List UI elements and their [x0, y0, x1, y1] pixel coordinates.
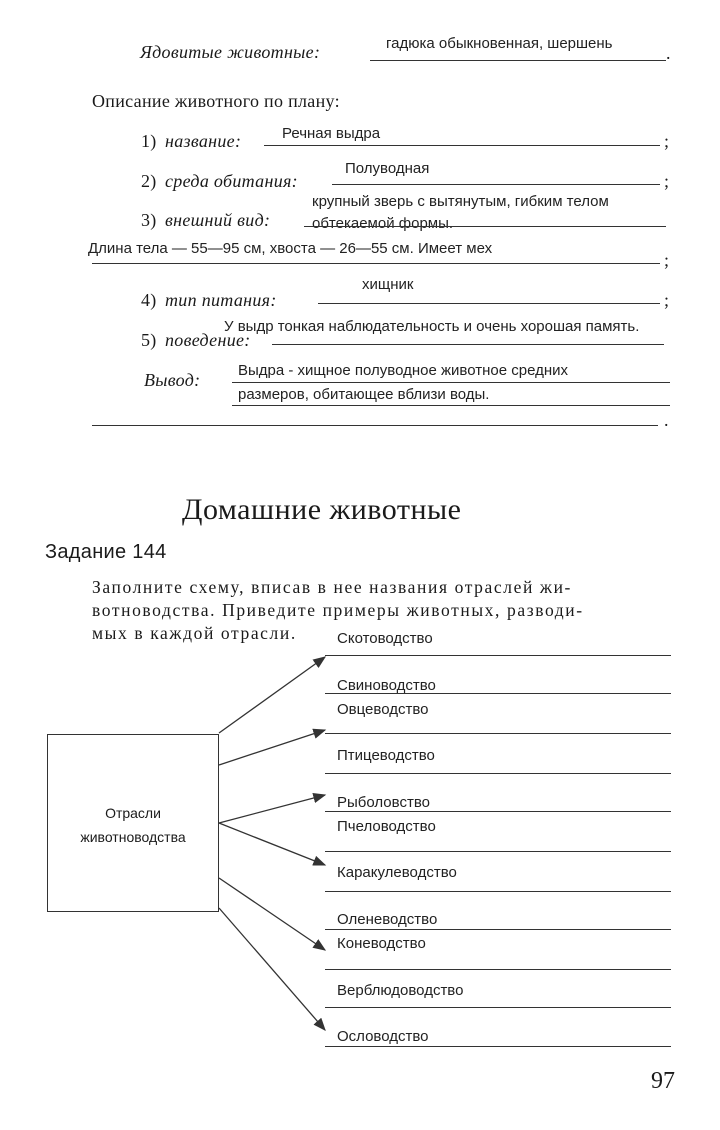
branch-line-8	[325, 929, 671, 930]
plan-intro: Описание животного по плану:	[92, 91, 340, 111]
end-dot: .	[666, 43, 671, 63]
branch-line-4	[325, 773, 671, 774]
branch-line-11	[325, 1046, 671, 1047]
item-1-answer: Речная выдра	[282, 125, 381, 142]
poisonous-answer: гадюка обыкновенная, шершень	[386, 35, 613, 52]
branch-1: Скотоводство	[337, 630, 433, 647]
item-3-answer-line-3: Длина тела — 55—95 см, хвоста — 26—55 см. Имеет мех	[88, 240, 493, 257]
item-3-answer-line-1: крупный зверь с вытянутым, гибким телом	[312, 193, 609, 210]
branch-3: Овцеводство	[337, 701, 429, 718]
arrow-2	[219, 730, 325, 765]
task-title: Задание 144	[45, 541, 167, 563]
instruction-line-3: мых в каждой отрасли.	[92, 623, 297, 643]
section-heading: Домашние животные	[182, 493, 462, 526]
item-1-number: 1)	[141, 131, 157, 151]
arrow-1	[219, 657, 325, 733]
item-4-label: тип питания:	[165, 290, 277, 310]
item-2-label: среда обитания:	[165, 171, 298, 191]
arrow-6	[219, 908, 325, 1030]
branch-2: Свиноводство	[337, 677, 436, 694]
item-1-end: ;	[664, 131, 670, 151]
item-2-end: ;	[664, 171, 670, 191]
branch-8: Оленеводство	[337, 911, 438, 928]
branch-line-9	[325, 969, 671, 970]
branch-line-3	[325, 733, 671, 734]
page-number: 97	[651, 1068, 675, 1094]
item-3-end: ;	[664, 250, 670, 270]
item-4-number: 4)	[141, 290, 157, 310]
box-label-line-2: животноводства	[80, 829, 186, 845]
branch-4: Птицеводство	[337, 747, 435, 764]
box-label-line-1: Отрасли	[105, 805, 161, 821]
instruction-line-2: вотноводства. Приведите примеры животных, разводи-	[92, 600, 584, 620]
arrow-4	[219, 823, 325, 865]
branch-line-10	[325, 1007, 671, 1008]
item-4-end: ;	[664, 290, 670, 310]
item-1-label: название:	[165, 131, 242, 151]
branch-6: Пчеловодство	[337, 818, 436, 835]
arrow-5	[219, 878, 325, 950]
item-5-answer: У выдр тонкая наблюдательность и очень хорошая память.	[224, 318, 640, 335]
branch-line-7	[325, 891, 671, 892]
item-5-number: 5)	[141, 330, 157, 350]
branch-line-2	[325, 693, 671, 694]
branch-line-6	[325, 851, 671, 852]
branch-10: Верблюдоводство	[337, 982, 464, 999]
conclusion-line-2: размеров, обитающее вблизи воды.	[238, 386, 490, 403]
branch-5: Рыболовство	[337, 794, 430, 811]
branch-line-5	[325, 811, 671, 812]
item-3-answer-line-2: обтекаемой формы.	[312, 215, 454, 232]
item-3-number: 3)	[141, 210, 157, 230]
conclusion-label: Вывод:	[144, 370, 201, 390]
branch-7: Каракулеводство	[337, 864, 457, 881]
item-2-answer: Полуводная	[345, 160, 430, 177]
branch-11: Ословодство	[337, 1028, 429, 1045]
branch-9: Коневодство	[337, 935, 426, 952]
item-2-number: 2)	[141, 171, 157, 191]
instruction-line-1: Заполните схему, вписав в нее названия отраслей жи-	[92, 577, 572, 597]
branch-line-1	[325, 655, 671, 656]
arrow-3	[219, 795, 325, 823]
item-5-label: поведение:	[165, 330, 251, 350]
item-3-label: внешний вид:	[165, 210, 271, 230]
conclusion-end-dot: .	[664, 410, 669, 430]
conclusion-line-1: Выдра - хищное полуводное животное средних	[238, 362, 568, 379]
poisonous-label: Ядовитые животные:	[140, 42, 321, 62]
item-4-answer: хищник	[362, 276, 414, 293]
